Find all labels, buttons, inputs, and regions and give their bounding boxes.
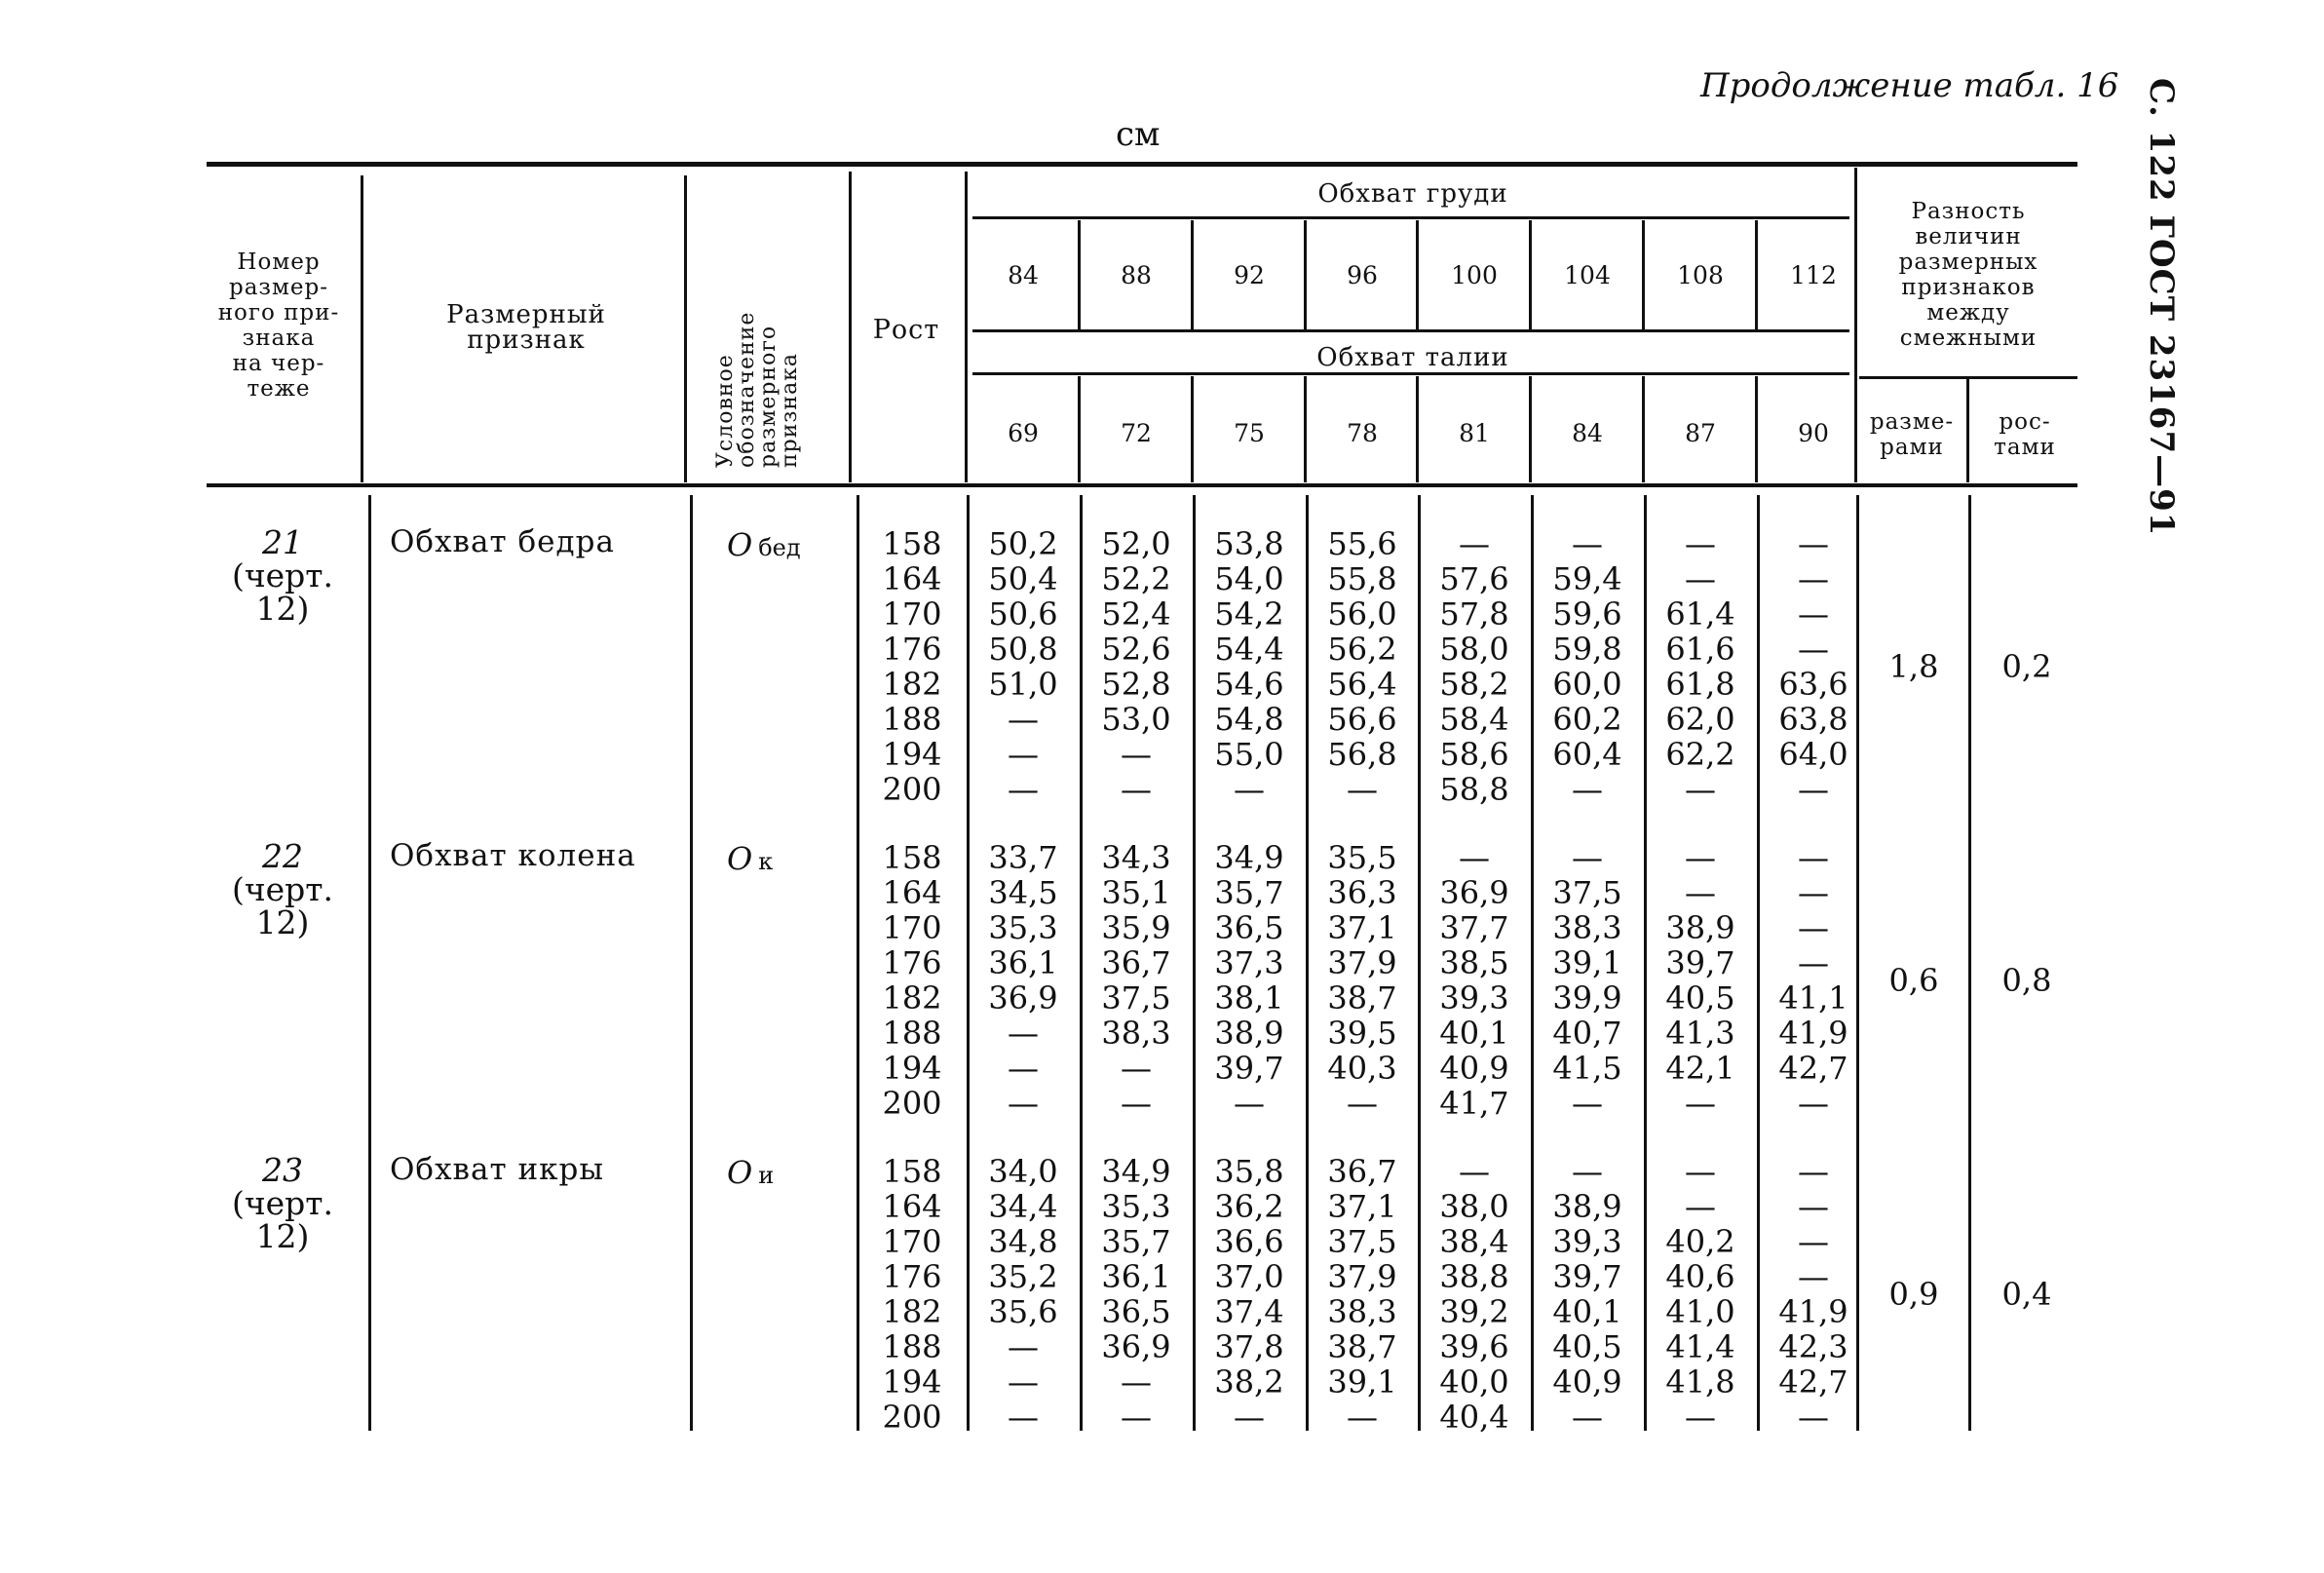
measure-column: 50,2 50,4 50,6 50,8 51,0 — — —	[988, 525, 1058, 808]
symbol-letter: О	[727, 526, 753, 563]
waist-value: 87	[1685, 419, 1716, 447]
waist-divider	[1191, 376, 1194, 482]
measure-column: 53,8 54,0 54,2 54,4 54,6 54,8 55,0 —	[1214, 525, 1284, 808]
diff-by-height: 0,4	[2001, 1276, 2052, 1313]
body-rule	[1968, 495, 1971, 1431]
body-rule	[857, 495, 859, 1431]
waist-divider	[1755, 376, 1758, 482]
feature-name: Обхват колена	[390, 838, 636, 873]
feature-symbol	[727, 526, 801, 563]
height-values: 158 164 170 176 182 188 194 200	[882, 839, 942, 1122]
measure-column: — — — — 41,1 41,9 42,7 —	[1778, 839, 1848, 1122]
measure-column: — 36,9 37,7 38,5 39,3 40,1 40,9 41,7	[1439, 839, 1509, 1122]
measure-column: 35,8 36,2 36,6 37,0 37,4 37,8 38,2 —	[1214, 1153, 1284, 1436]
feature-name: Обхват икры	[390, 1152, 605, 1187]
waist-value: 84	[1572, 419, 1603, 447]
page-side-label	[2132, 78, 2191, 537]
waist-header-rule	[972, 372, 1849, 375]
feature-number-value: 22	[262, 837, 303, 875]
feature-drawing-ref: (черт. 12)	[231, 1184, 334, 1255]
diff-by-size: 0,6	[1888, 962, 1939, 999]
feature-number	[201, 837, 364, 941]
diff-by-size: 1,8	[1888, 648, 1939, 685]
header-chest: Обхват груди	[1317, 179, 1508, 209]
measure-column: 36,7 37,1 37,5 37,9 38,3 38,7 39,1 —	[1327, 1153, 1397, 1436]
symbol-index: к	[758, 848, 774, 875]
symbol-letter: О	[727, 1154, 753, 1191]
chest-value: 92	[1234, 261, 1265, 289]
feature-number-value: 23	[262, 1151, 303, 1189]
waist-divider	[1304, 376, 1307, 482]
body-rule	[690, 495, 693, 1431]
chest-value: 88	[1121, 261, 1152, 289]
header-bottom-rule	[207, 483, 2077, 487]
measure-column: — — 61,4 61,6 61,8 62,0 62,2 —	[1665, 525, 1735, 808]
measure-column: 34,9 35,3 35,7 36,1 36,5 36,9 — —	[1101, 1153, 1171, 1436]
chest-divider	[1304, 220, 1307, 329]
chest-header-rule	[972, 216, 1849, 219]
header-number: Номер размер- ного при- знака на чер- теже	[217, 249, 340, 402]
measure-column: — — 40,2 40,6 41,0 41,4 41,8 —	[1665, 1153, 1735, 1436]
chest-value: 108	[1677, 261, 1724, 289]
waist-value: 81	[1459, 419, 1490, 447]
measure-column: — — — — 41,9 42,3 42,7 —	[1778, 1153, 1848, 1436]
header-diff: Разность величин размерных признаков между смежными	[1898, 199, 2038, 351]
chest-value: 112	[1790, 261, 1837, 289]
waist-divider	[1529, 376, 1532, 482]
height-values: 158 164 170 176 182 188 194 200	[882, 525, 942, 808]
feature-drawing-ref: (черт. 12)	[231, 556, 334, 628]
col-rule-6	[1966, 378, 1969, 482]
measure-column: — — — — 63,6 63,8 64,0 —	[1778, 525, 1848, 808]
measure-column: — 59,4 59,6 59,8 60,0 60,2 60,4 —	[1552, 525, 1622, 808]
feature-number	[201, 523, 364, 628]
symbol-index: и	[758, 1162, 775, 1189]
chest-divider	[1529, 220, 1532, 329]
feature-number-value: 21	[262, 523, 303, 561]
measure-column: — 37,5 38,3 39,1 39,9 40,7 41,5 —	[1552, 839, 1622, 1122]
col-rule-1	[361, 175, 363, 482]
chest-divider	[1191, 220, 1194, 329]
unit-label: см	[1116, 115, 1161, 154]
height-values: 158 164 170 176 182 188 194 200	[882, 1153, 942, 1436]
measure-column: — 57,6 57,8 58,0 58,2 58,4 58,6 58,8	[1439, 525, 1509, 808]
waist-value: 78	[1347, 419, 1378, 447]
waist-value: 72	[1121, 419, 1152, 447]
col-rule-3	[849, 172, 852, 482]
waist-divider	[1078, 376, 1081, 482]
diff-by-height: 0,2	[2001, 648, 2052, 685]
feature-number	[201, 1151, 364, 1255]
waist-value: 69	[1008, 419, 1039, 447]
diff-by-size: 0,9	[1888, 1276, 1939, 1313]
header-by-height: рос- тами	[1994, 409, 2056, 460]
symbol-index: бед	[758, 534, 801, 561]
chest-value: 96	[1347, 261, 1378, 289]
feature-symbol	[727, 840, 773, 877]
measure-column: 34,3 35,1 35,9 36,7 37,5 38,3 — —	[1101, 839, 1171, 1122]
chest-divider	[1642, 220, 1645, 329]
measure-column: 35,5 36,3 37,1 37,9 38,7 39,5 40,3 —	[1327, 839, 1397, 1122]
waist-divider	[1642, 376, 1645, 482]
feature-symbol	[727, 1154, 774, 1191]
measure-column: 33,7 34,5 35,3 36,1 36,9 — — —	[988, 839, 1058, 1122]
chest-value: 100	[1451, 261, 1498, 289]
measure-column: 34,0 34,4 34,8 35,2 35,6 — — —	[988, 1153, 1058, 1436]
waist-value: 90	[1798, 419, 1829, 447]
diff-by-height: 0,8	[2001, 962, 2052, 999]
measure-column: — 38,9 39,3 39,7 40,1 40,5 40,9 —	[1552, 1153, 1622, 1436]
col-rule-2	[684, 175, 687, 482]
header-feature: Размерный признак	[446, 300, 606, 355]
chest-value: 104	[1564, 261, 1611, 289]
chest-value: 84	[1008, 261, 1039, 289]
measure-column: 55,6 55,8 56,0 56,2 56,4 56,6 56,8 —	[1327, 525, 1397, 808]
col-rule-4	[965, 172, 968, 482]
feature-drawing-ref: (черт. 12)	[231, 870, 334, 941]
header-waist: Обхват талии	[1316, 343, 1509, 372]
measure-column: 34,9 35,7 36,5 37,3 38,1 38,9 39,7 —	[1214, 839, 1284, 1122]
measure-column: — — 38,9 39,7 40,5 41,3 42,1 —	[1665, 839, 1735, 1122]
body-rule	[368, 495, 371, 1431]
header-symbol-text: Условное обозначение размерного признака	[713, 311, 802, 468]
side-label-text: С. 122 ГОСТ 23167—91	[2142, 78, 2181, 537]
chest-values-rule	[972, 329, 1849, 332]
chest-divider	[1755, 220, 1758, 329]
table-top-rule	[207, 162, 2077, 167]
table-caption: Продолжение табл. 16	[1700, 66, 2119, 105]
symbol-letter: О	[727, 840, 753, 877]
chest-divider	[1078, 220, 1081, 329]
waist-value: 75	[1234, 419, 1265, 447]
feature-name: Обхват бедра	[390, 524, 615, 559]
measure-column: 52,0 52,2 52,4 52,6 52,8 53,0 — —	[1101, 525, 1171, 808]
header-by-size: разме- рами	[1869, 409, 1955, 460]
measure-column: — 38,0 38,4 38,8 39,2 39,6 40,0 40,4	[1439, 1153, 1509, 1436]
header-height: Рост	[872, 315, 940, 345]
